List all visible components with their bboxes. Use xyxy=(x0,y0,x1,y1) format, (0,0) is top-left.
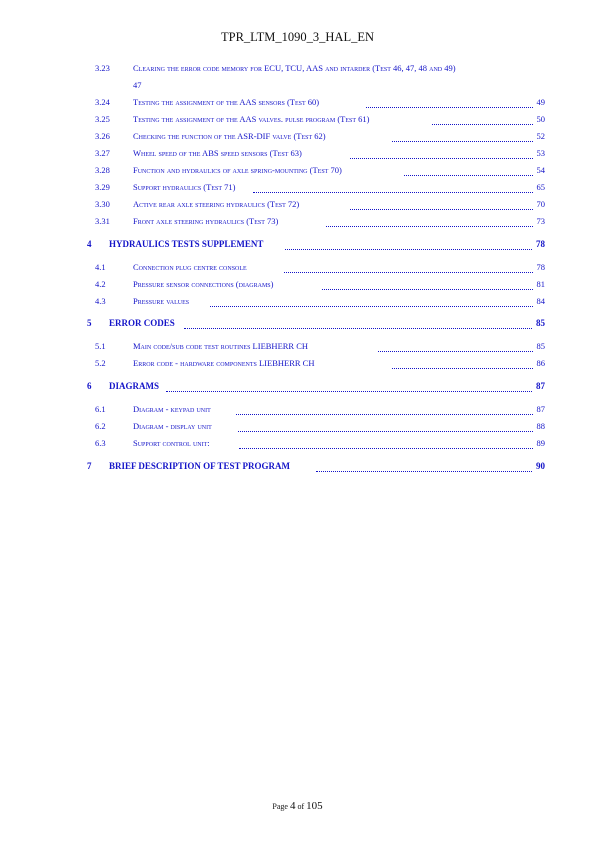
toc-title-continuation: 47 xyxy=(133,80,142,90)
toc-title: BRIEF DESCRIPTION OF TEST PROGRAM xyxy=(109,461,291,471)
toc-page-number: 49 xyxy=(536,97,545,107)
toc-leader xyxy=(239,447,533,449)
toc-number: 4.2 xyxy=(95,279,106,289)
toc-number: 3.29 xyxy=(95,182,110,192)
toc-title: Diagram - display unit xyxy=(133,421,212,431)
toc-leader xyxy=(392,140,533,142)
toc-number: 4 xyxy=(87,239,92,249)
toc-number: 3.31 xyxy=(95,216,110,226)
toc-page-number: 86 xyxy=(536,358,545,368)
toc-title: Front axle steering hydraulics (Test 73) xyxy=(133,216,279,226)
toc-leader xyxy=(236,413,533,415)
toc-leader xyxy=(326,225,533,227)
toc-number: 6.2 xyxy=(95,421,106,431)
footer-page-label: Page xyxy=(272,802,288,811)
toc-title: Diagram - keypad unit xyxy=(133,404,211,414)
toc-page-number: 73 xyxy=(536,216,545,226)
toc-leader xyxy=(184,327,532,329)
toc-title: Testing the assignment of the AAS sensors (Test 60) xyxy=(133,97,320,107)
toc-number: 5.1 xyxy=(95,341,106,351)
toc-page-number: 54 xyxy=(536,165,545,175)
toc-leader xyxy=(392,367,533,369)
toc-page-number: 88 xyxy=(536,421,545,431)
toc-number: 3.26 xyxy=(95,131,110,141)
toc-number: 5.2 xyxy=(95,358,106,368)
toc-leader xyxy=(350,157,533,159)
toc-number: 5 xyxy=(87,318,92,328)
toc-title: Connection plug centre console xyxy=(133,262,247,272)
footer-page-total: 105 xyxy=(306,800,323,812)
toc-number: 7 xyxy=(87,461,92,471)
toc-page-number: 89 xyxy=(536,438,545,448)
toc-leader xyxy=(210,305,533,307)
toc-title: Support control unit: xyxy=(133,438,210,448)
toc-number: 3.23 xyxy=(95,63,110,73)
toc-page-number: 90 xyxy=(536,461,545,471)
toc-title: Pressure sensor connections (diagrams) xyxy=(133,279,274,289)
toc-page-number: 81 xyxy=(536,279,545,289)
toc-page-number: 78 xyxy=(536,239,545,249)
page-footer xyxy=(0,800,595,812)
toc-title: DIAGRAMS xyxy=(109,381,160,391)
toc-title: Error code - hardware components LIEBHERR CH xyxy=(133,358,315,368)
toc-page-number: 52 xyxy=(536,131,545,141)
toc-number: 6.1 xyxy=(95,404,106,414)
toc-page-number: 78 xyxy=(536,262,545,272)
toc-number: 3.28 xyxy=(95,165,110,175)
toc-leader xyxy=(350,208,533,210)
toc-page-number: 87 xyxy=(536,381,545,391)
toc-title: Testing the assignment of the AAS valves. pulse program (Test 61) xyxy=(133,114,370,124)
toc-leader xyxy=(322,288,533,290)
toc-page-number: 70 xyxy=(536,199,545,209)
toc-number: 4.3 xyxy=(95,296,106,306)
footer-page-number: 4 xyxy=(289,800,296,812)
toc-title: Support hydraulics (Test 71) xyxy=(133,182,236,192)
toc-number: 3.24 xyxy=(95,97,110,107)
toc-leader xyxy=(316,470,532,472)
toc-number: 6 xyxy=(87,381,92,391)
toc-leader xyxy=(432,123,533,125)
toc-leader xyxy=(166,390,532,392)
toc-leader xyxy=(238,430,533,432)
toc-page-number: 85 xyxy=(536,341,545,351)
page-header: TPR_LTM_1090_3_HAL_EN xyxy=(220,30,374,44)
toc-page-number: 84 xyxy=(536,296,545,306)
toc-leader xyxy=(284,271,533,273)
footer-of-label: of xyxy=(297,802,305,811)
toc-leader xyxy=(378,350,533,352)
toc-page-number: 85 xyxy=(536,318,545,328)
toc-leader xyxy=(366,106,533,108)
toc-title: HYDRAULICS TESTS SUPPLEMENT xyxy=(109,239,264,249)
toc-page-number: 53 xyxy=(536,148,545,158)
toc-number: 3.25 xyxy=(95,114,110,124)
toc-number: 4.1 xyxy=(95,262,106,272)
toc-leader xyxy=(285,248,532,250)
toc-page-number: 87 xyxy=(536,404,545,414)
toc-title: Function and hydraulics of axle spring-mounting (Test 70) xyxy=(133,165,342,175)
toc-number: 6.3 xyxy=(95,438,106,448)
toc-title: ERROR CODES xyxy=(109,318,175,328)
toc-page-number: 65 xyxy=(536,182,545,192)
toc-page-number: 50 xyxy=(536,114,545,124)
toc-number: 3.27 xyxy=(95,148,110,158)
toc-leader xyxy=(253,191,533,193)
toc-title: Active rear axle steering hydraulics (Test 72) xyxy=(133,199,300,209)
toc-title: Main code/sub code test routines LIEBHERR CH xyxy=(133,341,309,351)
toc-title: Clearing the error code memory for ECU, TCU, AAS and intarder (Test 46, 47, 48 and 49) xyxy=(133,63,456,73)
toc-number: 3.30 xyxy=(95,199,110,209)
toc-title: Checking the function of the ASR-DIF valve (Test 62) xyxy=(133,131,326,141)
toc-leader xyxy=(404,174,533,176)
toc-title: Pressure values xyxy=(133,296,190,306)
toc-title: Wheel speed of the ABS speed sensors (Test 63) xyxy=(133,148,302,158)
